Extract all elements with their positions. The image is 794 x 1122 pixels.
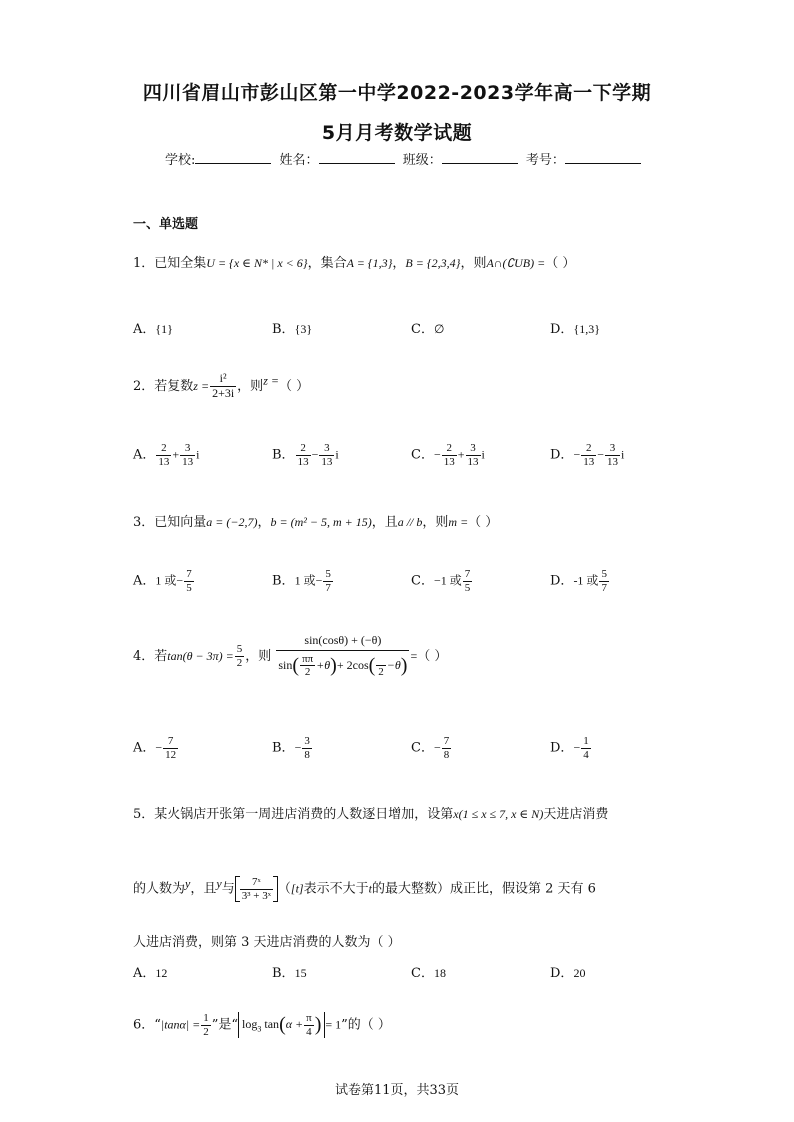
- q1-set-b: B = {2,3,4}: [405, 256, 461, 270]
- q3-vector-b: b = (m² − 5, m + 15): [270, 515, 372, 529]
- q1-set-u: U = {x ∈ N* | x < 6}: [206, 256, 308, 270]
- q2-z: z =: [193, 378, 210, 393]
- q1-target: A∩(∁UB) =: [486, 256, 546, 270]
- question-3: [133, 511, 498, 530]
- q3-target: m =: [448, 515, 469, 529]
- name-blank: [319, 151, 395, 164]
- q3-option-a: A．1 或− $\frac{7}{5}$: [133, 568, 192, 594]
- q4-tan-fraction: $\frac{5}{2}$: [236, 643, 243, 670]
- q3-option-d: D．-1 或 $\frac{5}{7}$: [550, 568, 607, 594]
- q5-option-c: C．18: [411, 966, 446, 981]
- question-5-line-2: 的人数为y，且y与 $\frac{\text{7ˣ}}{\text{3³ + 3ˣ}}$ （[t]表示不大于t的最大整数）成正比，假设第 2 天有 6: [133, 876, 596, 902]
- question-6: 6．“|tanα| = $\frac{1}{2}$ ”是“ $\log_3 \tan(\alpha$ + $\frac{\pi}{4}$ ) = 1”的（ ）: [133, 1012, 391, 1038]
- exam-no-blank: [565, 151, 641, 164]
- q4-option-a: A．− $\frac{7}{12}$: [133, 735, 177, 761]
- school-label: 学校:: [165, 153, 196, 168]
- section-heading: 一、单选题: [133, 217, 199, 232]
- q1-set-a: A = {1,3}: [346, 256, 393, 270]
- q4-option-c: C．− $\frac{7}{8}$: [411, 735, 450, 761]
- q2-option-c: C．− $\frac{2}{13}$ + $\frac{3}{13}$ i: [411, 442, 485, 468]
- q1-text: ，集合: [307, 256, 347, 271]
- q3-prefix: 3．已知向量: [133, 515, 207, 530]
- q1-prefix: 1．已知全集: [133, 256, 207, 271]
- q3-text: ，且: [371, 515, 398, 530]
- question-1: [133, 252, 575, 271]
- q4-tan-expr: tan(θ − 3π) =: [167, 649, 234, 664]
- q1-paren: （ ）: [545, 256, 576, 271]
- q2-paren: （ ）: [278, 378, 310, 394]
- q2-option-a: A． $\frac{2}{13}$ + $\frac{3}{13}$ i: [133, 442, 200, 468]
- q4-text: ，则: [245, 649, 272, 665]
- page-title: 四川省眉山市彭山区第一中学2022-2023学年高一下学期: [142, 82, 652, 104]
- q3-option-c: C．−1 或 $\frac{7}{5}$: [411, 568, 471, 594]
- q2-text: ，则: [237, 378, 264, 394]
- q4-equals: =: [410, 649, 418, 664]
- q5-option-a: A．12: [133, 966, 168, 981]
- class-label: 班级：: [402, 153, 442, 168]
- q3-paren: （ ）: [468, 515, 499, 530]
- exam-no-label: 考号：: [525, 153, 565, 168]
- school-blank: [195, 151, 271, 164]
- q4-denominator: sin( $\frac{\pi\pi}{2}$ +θ)+ 2cos( 2 −θ): [278, 652, 408, 679]
- q4-prefix: 4．若: [133, 649, 168, 665]
- question-2: [133, 372, 309, 401]
- q3-vector-a: a = (−2,7): [206, 515, 258, 529]
- q5-x-domain: x(1 ≤ x ≤ 7, x ∈ N): [453, 807, 544, 821]
- q4-main-fraction: [276, 634, 409, 679]
- page-subtitle: 5月月考数学试题: [321, 122, 473, 144]
- q3-text: ，: [257, 515, 271, 530]
- q1-option-d: D．{1,3}: [550, 322, 600, 337]
- q4-option-b: B．− $\frac{3}{8}$: [272, 735, 310, 761]
- q1-option-b: B．{3}: [272, 322, 313, 337]
- q2-option-b: B． $\frac{2}{13}$ − $\frac{3}{13}$ i: [272, 442, 339, 468]
- q4-paren: （ ）: [417, 649, 448, 665]
- question-5-line-1: 5．某火锅店开张第一周进店消费的人数逐日增加，设第x(1 ≤ x ≤ 7, x ∈ N)天进店消费: [133, 807, 609, 822]
- q1-option-c: C．∅: [411, 322, 445, 337]
- q3-option-b: B．1 或− $\frac{5}{7}$: [272, 568, 331, 594]
- name-label: 姓名：: [279, 153, 319, 168]
- student-info-line: [165, 149, 645, 168]
- q3-text: ，则: [422, 515, 449, 530]
- q1-text: ，则: [460, 256, 487, 271]
- q6-expr-1: |tanα| =: [160, 1017, 201, 1032]
- q3-parallel-condition: a // b: [397, 515, 423, 529]
- q5-option-d: D．20: [550, 966, 586, 981]
- q2-option-d: D．− $\frac{2}{13}$ − $\frac{3}{13}$ i: [550, 442, 625, 468]
- q1-option-a: A．{1}: [133, 322, 173, 337]
- q2-fraction: $\frac{\text{i²}}{2+3i}$: [212, 371, 235, 400]
- q5-floor-bracket: $\frac{\text{7ˣ}}{\text{3³ + 3ˣ}}$: [235, 876, 278, 902]
- q2-target: z =: [263, 373, 279, 388]
- q6-expr-2: $\log_3 \tan(\alpha$ + $\frac{\pi}{4}$ ): [238, 1012, 325, 1038]
- question-4: [133, 634, 447, 679]
- class-blank: [442, 151, 518, 164]
- q4-option-d: D．− $\frac{1}{4}$: [550, 735, 589, 761]
- q5-option-b: B．15: [272, 966, 307, 981]
- page-footer: 试卷第11页，共33页: [334, 1083, 460, 1098]
- q2-prefix: 2．若复数: [133, 378, 194, 394]
- question-5-line-3: 人进店消费，则第 3 天进店消费的人数为（ ）: [133, 935, 401, 950]
- q1-text: ，: [392, 256, 406, 271]
- q4-numerator: sin(cosθ) + (−θ): [276, 634, 409, 651]
